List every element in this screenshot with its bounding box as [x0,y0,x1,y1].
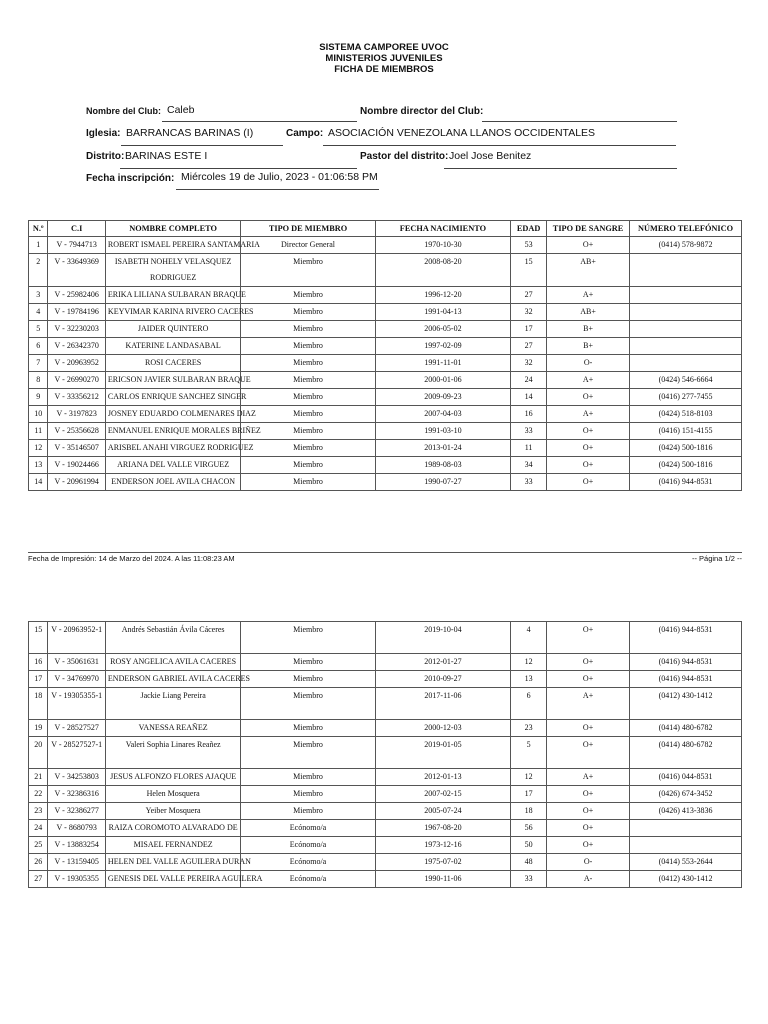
cell-ci: V - 19784196 [48,304,105,321]
cell-birth-date: 1991-03-10 [375,423,510,440]
cell-phone: (0424) 500-1816 [630,440,742,457]
cell-number: 16 [29,654,48,671]
cell-birth-date: 2010-09-27 [375,671,510,688]
col-header-phone: NÚMERO TELEFÓNICO [630,221,742,237]
cell-ci: V - 26990270 [48,372,105,389]
cell-age: 13 [511,671,547,688]
cell-phone: (0414) 480-6782 [630,720,742,737]
cell-birth-date: 2000-01-06 [375,372,510,389]
cell-ci: V - 35146507 [48,440,105,457]
cell-number: 13 [29,457,48,474]
table-row [29,720,742,737]
cell-ci: V - 19305355 [48,871,105,888]
cell-blood-type: O+ [547,474,630,491]
cell-birth-date: 1967-08-20 [375,820,510,837]
col-header-birth-date: FECHA NACIMIENTO [375,221,510,237]
cell-ci: V - 25356628 [48,423,105,440]
director-underline [482,121,677,122]
cell-birth-date: 2019-10-04 [375,622,510,654]
cell-blood-type: O+ [547,671,630,688]
cell-member-type: Miembro [241,389,375,406]
cell-blood-type: O+ [547,737,630,769]
table-row [29,854,742,871]
cell-age: 34 [511,457,547,474]
cell-name: Jackie Liang Pereira [105,688,240,720]
cell-name: KEYVIMAR KARINA RIVERO CACERES [105,304,240,321]
pastor-label: Pastor del distrito: [360,151,449,162]
cell-age: 12 [511,769,547,786]
col-header-blood-type: TIPO DE SANGRE [547,221,630,237]
table-row [29,321,742,338]
cell-member-type: Ecónomo/a [241,820,375,837]
cell-ci: V - 34253803 [48,769,105,786]
cell-name: ENMANUEL ENRIQUE MORALES BRIÑEZ [105,423,240,440]
cell-member-type: Miembro [241,654,375,671]
cell-number: 2 [29,254,48,287]
cell-ci: V - 28527527-1 [48,737,105,769]
cell-number: 1 [29,237,48,254]
table-row [29,820,742,837]
cell-age: 24 [511,372,547,389]
director-label: Nombre director del Club: [360,106,484,117]
cell-name: Helen Mosquera [105,786,240,803]
table-row [29,355,742,372]
distrito-value: BARINAS ESTE I [125,150,208,162]
cell-birth-date: 2005-07-24 [375,803,510,820]
cell-blood-type: A+ [547,287,630,304]
table-row [29,440,742,457]
cell-name: ENDERSON JOEL AVILA CHACON [105,474,240,491]
cell-phone: (0414) 480-6782 [630,737,742,769]
cell-member-type: Miembro [241,304,375,321]
cell-birth-date: 1975-07-02 [375,854,510,871]
cell-name: CARLOS ENRIQUE SANCHEZ SINGER [105,389,240,406]
cell-ci: V - 19024466 [48,457,105,474]
print-date: Fecha de Impresión: 14 de Marzo del 2024. A las 11:08:23 AM [28,554,235,563]
col-header-member-type: TIPO DE MIEMBRO [241,221,375,237]
table-row [29,372,742,389]
cell-blood-type: O+ [547,837,630,854]
cell-member-type: Miembro [241,355,375,372]
cell-age: 5 [511,737,547,769]
cell-birth-date: 1989-08-03 [375,457,510,474]
cell-ci: V - 26342370 [48,338,105,355]
iglesia-underline [121,145,283,146]
cell-phone [630,820,742,837]
cell-birth-date: 2012-01-13 [375,769,510,786]
cell-number: 18 [29,688,48,720]
cell-member-type: Miembro [241,688,375,720]
club-value: Caleb [167,104,195,116]
iglesia-label: Iglesia: [86,128,121,139]
cell-number: 14 [29,474,48,491]
cell-member-type: Miembro [241,338,375,355]
table-row [29,237,742,254]
cell-name: ENDERSON GABRIEL AVILA CACERES [105,671,240,688]
cell-birth-date: 2013-01-24 [375,440,510,457]
table-row [29,287,742,304]
cell-name: ARIANA DEL VALLE VIRGUEZ [105,457,240,474]
cell-phone: (0416) 944-8531 [630,622,742,654]
cell-number: 5 [29,321,48,338]
cell-blood-type: A- [547,871,630,888]
cell-number: 6 [29,338,48,355]
club-label: Nombre del Club: [86,106,162,116]
cell-birth-date: 1997-02-09 [375,338,510,355]
cell-name: ERICSON JAVIER SULBARAN BRAQUE [105,372,240,389]
cell-age: 15 [511,254,547,287]
cell-ci: V - 7944713 [48,237,105,254]
cell-member-type: Director General [241,237,375,254]
cell-birth-date: 2019-01-05 [375,737,510,769]
table-row [29,769,742,786]
cell-blood-type: A+ [547,688,630,720]
table-row [29,406,742,423]
members-table-page-1 [28,220,742,491]
cell-blood-type: O+ [547,237,630,254]
cell-ci: V - 28527527 [48,720,105,737]
cell-age: 6 [511,688,547,720]
cell-member-type: Miembro [241,321,375,338]
cell-phone: (0416) 944-8531 [630,671,742,688]
cell-phone [630,304,742,321]
cell-member-type: Ecónomo/a [241,837,375,854]
inscripcion-underline [176,189,379,190]
table-row [29,837,742,854]
cell-name: HELEN DEL VALLE AGUILERA DURAN [105,854,240,871]
col-header-number: N.º [29,221,48,237]
cell-number: 20 [29,737,48,769]
table-row [29,304,742,321]
cell-blood-type: O+ [547,654,630,671]
cell-phone: (0416) 944-8531 [630,654,742,671]
cell-age: 27 [511,338,547,355]
cell-birth-date: 1996-12-20 [375,287,510,304]
cell-name: Andrés Sebastián Ávila Cáceres [105,622,240,654]
cell-age: 56 [511,820,547,837]
cell-birth-date: 1990-07-27 [375,474,510,491]
cell-ci: V - 32386277 [48,803,105,820]
club-underline [162,121,357,122]
cell-member-type: Miembro [241,737,375,769]
cell-name: JAIDER QUINTERO [105,321,240,338]
table-row [29,871,742,888]
cell-name: ISABETH NOHELY VELASQUEZ RODRIGUEZ [105,254,240,287]
cell-blood-type: A+ [547,406,630,423]
pastor-value: Joel Jose Benitez [449,150,532,162]
cell-blood-type: A+ [547,372,630,389]
cell-ci: V - 20963952-1 [48,622,105,654]
campo-value: ASOCIACIÓN VENEZOLANA LLANOS OCCIDENTALES [328,127,596,139]
table-row [29,622,742,654]
cell-number: 21 [29,769,48,786]
cell-number: 7 [29,355,48,372]
table-row [29,737,742,769]
cell-member-type: Miembro [241,254,375,287]
cell-blood-type: O+ [547,820,630,837]
cell-name: ERIKA LILIANA SULBARAN BRAQUE [105,287,240,304]
cell-phone: (0426) 674-3452 [630,786,742,803]
cell-age: 18 [511,803,547,820]
cell-age: 27 [511,287,547,304]
cell-name: ROSY ANGELICA AVILA CACERES [105,654,240,671]
cell-name: MISAEL FERNANDEZ [105,837,240,854]
table-row [29,671,742,688]
cell-ci: V - 19305355-1 [48,688,105,720]
members-table-page-2 [28,621,742,888]
cell-age: 17 [511,321,547,338]
cell-member-type: Ecónomo/a [241,871,375,888]
table-row [29,688,742,720]
cell-number: 8 [29,372,48,389]
col-header-name: NOMBRE COMPLETO [105,221,240,237]
table-header-row [29,221,742,237]
cell-ci: V - 13159405 [48,854,105,871]
cell-ci: V - 3197823 [48,406,105,423]
cell-phone [630,254,742,287]
cell-member-type: Miembro [241,406,375,423]
cell-ci: V - 32386316 [48,786,105,803]
table-row [29,786,742,803]
cell-number: 12 [29,440,48,457]
table-row [29,457,742,474]
cell-number: 27 [29,871,48,888]
cell-phone: (0416) 044-8531 [630,769,742,786]
cell-member-type: Miembro [241,720,375,737]
cell-phone: (0412) 430-1412 [630,871,742,888]
inscripcion-label: Fecha inscripción: [86,173,175,184]
table-row [29,338,742,355]
table-row [29,803,742,820]
cell-number: 24 [29,820,48,837]
cell-blood-type: B+ [547,338,630,355]
cell-number: 15 [29,622,48,654]
cell-name: GENESIS DEL VALLE PEREIRA AGUILERA [105,871,240,888]
cell-age: 17 [511,786,547,803]
header-line-1: SISTEMA CAMPOREE UVOC [319,42,449,53]
table-row [29,389,742,406]
cell-birth-date: 1991-04-13 [375,304,510,321]
cell-name: Valeri Sophia Linares Reañez [105,737,240,769]
cell-phone [630,355,742,372]
cell-age: 33 [511,871,547,888]
cell-blood-type: B+ [547,321,630,338]
cell-age: 11 [511,440,547,457]
cell-member-type: Miembro [241,803,375,820]
cell-number: 11 [29,423,48,440]
cell-phone: (0426) 413-3836 [630,803,742,820]
table-row [29,254,742,287]
cell-number: 3 [29,287,48,304]
distrito-underline [120,168,357,169]
cell-blood-type: AB+ [547,254,630,287]
inscripcion-value: Miércoles 19 de Julio, 2023 - 01:06:58 PM [181,171,378,183]
cell-age: 12 [511,654,547,671]
cell-number: 9 [29,389,48,406]
cell-blood-type: O+ [547,622,630,654]
cell-age: 33 [511,423,547,440]
cell-blood-type: O+ [547,440,630,457]
cell-phone: (0416) 151-4155 [630,423,742,440]
cell-member-type: Miembro [241,457,375,474]
cell-birth-date: 2017-11-06 [375,688,510,720]
footer-divider [28,552,742,553]
cell-member-type: Miembro [241,287,375,304]
col-header-age: EDAD [511,221,547,237]
cell-number: 17 [29,671,48,688]
cell-member-type: Miembro [241,440,375,457]
cell-phone: (0416) 944-8531 [630,474,742,491]
cell-age: 53 [511,237,547,254]
header-line-2: MINISTERIOS JUVENILES [325,53,443,64]
cell-member-type: Miembro [241,786,375,803]
cell-phone: (0414) 578-9872 [630,237,742,254]
iglesia-value: BARRANCAS BARINAS (I) [126,127,254,139]
cell-blood-type: O+ [547,423,630,440]
cell-ci: V - 25982406 [48,287,105,304]
cell-member-type: Miembro [241,671,375,688]
cell-ci: V - 20961994 [48,474,105,491]
cell-birth-date: 2000-12-03 [375,720,510,737]
cell-age: 32 [511,355,547,372]
cell-age: 4 [511,622,547,654]
cell-name: Yeiber Mosquera [105,803,240,820]
cell-age: 33 [511,474,547,491]
pastor-underline [444,168,677,169]
cell-phone: (0416) 277-7455 [630,389,742,406]
cell-ci: V - 33356212 [48,389,105,406]
cell-blood-type: O- [547,355,630,372]
cell-birth-date: 2008-08-20 [375,254,510,287]
cell-birth-date: 1991-11-01 [375,355,510,372]
cell-name: ROBERT ISMAEL PEREIRA SANTAMARIA [105,237,240,254]
cell-blood-type: O+ [547,803,630,820]
cell-number: 19 [29,720,48,737]
cell-age: 16 [511,406,547,423]
cell-number: 26 [29,854,48,871]
cell-phone: (0424) 518-8103 [630,406,742,423]
cell-birth-date: 2009-09-23 [375,389,510,406]
cell-member-type: Miembro [241,474,375,491]
cell-birth-date: 1990-11-06 [375,871,510,888]
cell-member-type: Miembro [241,769,375,786]
table-row [29,474,742,491]
cell-birth-date: 2007-04-03 [375,406,510,423]
cell-phone [630,837,742,854]
cell-name: ARISBEL ANAHI VIRGUEZ RODRIGUEZ [105,440,240,457]
cell-ci: V - 33649369 [48,254,105,287]
cell-number: 25 [29,837,48,854]
distrito-label: Distrito: [86,151,125,162]
table-row [29,423,742,440]
cell-name: JESUS ALFONZO FLORES AJAQUE [105,769,240,786]
cell-member-type: Miembro [241,622,375,654]
cell-blood-type: O+ [547,720,630,737]
cell-number: 10 [29,406,48,423]
cell-name: JOSNEY EDUARDO COLMENARES DIAZ [105,406,240,423]
cell-age: 14 [511,389,547,406]
cell-member-type: Ecónomo/a [241,854,375,871]
cell-blood-type: A+ [547,769,630,786]
cell-blood-type: O+ [547,786,630,803]
header-line-3: FICHA DE MIEMBROS [334,64,434,75]
cell-number: 22 [29,786,48,803]
cell-age: 32 [511,304,547,321]
cell-name: RAIZA COROMOTO ALVARADO DE [105,820,240,837]
cell-blood-type: O+ [547,457,630,474]
col-header-ci: C.I [48,221,105,237]
cell-ci: V - 13883254 [48,837,105,854]
cell-name: KATERINE LANDASABAL [105,338,240,355]
cell-ci: V - 32230203 [48,321,105,338]
cell-name: ROSI CACERES [105,355,240,372]
cell-blood-type: AB+ [547,304,630,321]
cell-age: 23 [511,720,547,737]
cell-phone [630,321,742,338]
cell-birth-date: 2006-05-02 [375,321,510,338]
page-number: -- Página 1/2 -- [691,554,742,563]
cell-name: VANESSA REAÑEZ [105,720,240,737]
cell-blood-type: O- [547,854,630,871]
cell-birth-date: 2007-02-15 [375,786,510,803]
table-row [29,654,742,671]
cell-ci: V - 34769970 [48,671,105,688]
cell-birth-date: 1973-12-16 [375,837,510,854]
cell-phone [630,287,742,304]
cell-phone: (0424) 546-6664 [630,372,742,389]
campo-label: Campo: [286,128,324,139]
cell-birth-date: 1970-10-30 [375,237,510,254]
cell-age: 50 [511,837,547,854]
cell-phone [630,338,742,355]
cell-ci: V - 35061631 [48,654,105,671]
cell-member-type: Miembro [241,423,375,440]
cell-phone: (0412) 430-1412 [630,688,742,720]
report-header [0,42,768,75]
campo-underline [323,145,676,146]
cell-blood-type: O+ [547,389,630,406]
cell-age: 48 [511,854,547,871]
cell-ci: V - 8680793 [48,820,105,837]
cell-phone: (0424) 500-1816 [630,457,742,474]
cell-birth-date: 2012-01-27 [375,654,510,671]
cell-ci: V - 20963952 [48,355,105,372]
cell-member-type: Miembro [241,372,375,389]
cell-phone: (0414) 553-2644 [630,854,742,871]
cell-number: 4 [29,304,48,321]
cell-number: 23 [29,803,48,820]
